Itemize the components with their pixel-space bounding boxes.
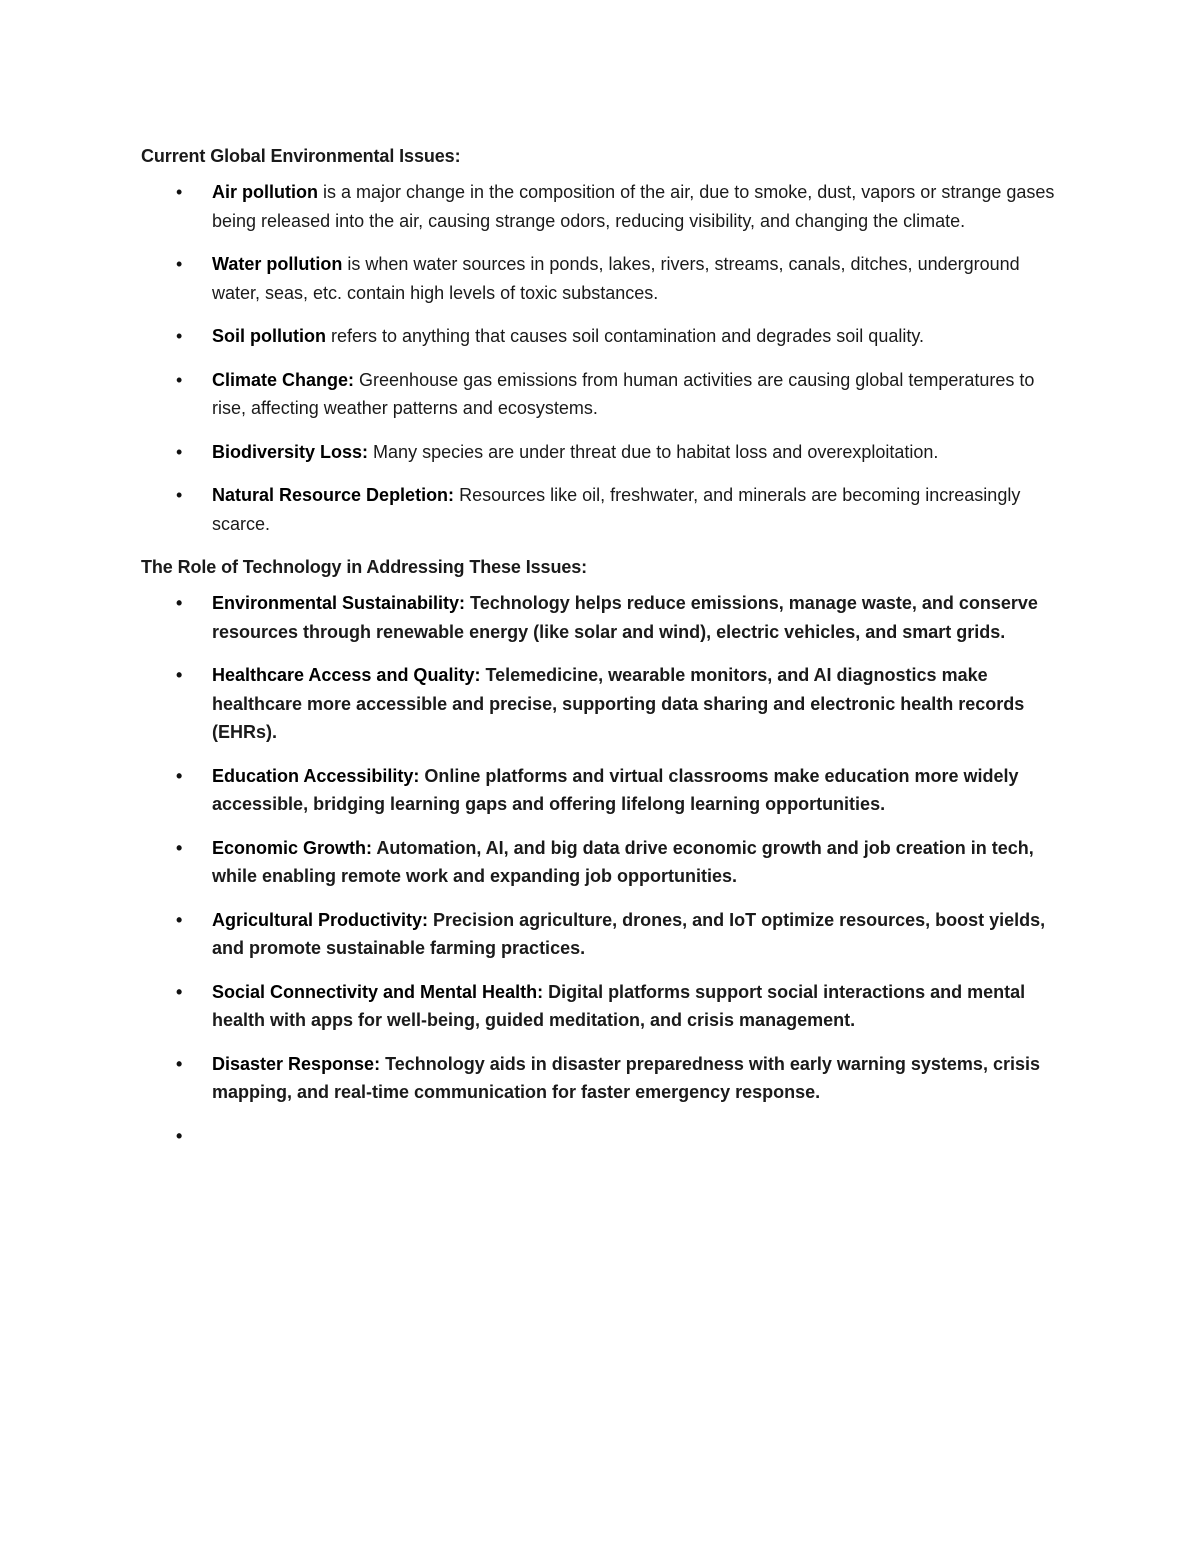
list-item-term: Water pollution [212,254,343,274]
list-item [141,589,1066,646]
list-item-text: Precision agriculture, drones, and IoT optimize resources, boost yields, and promote sustainable farming practices. [212,909,1046,958]
list-item [141,762,1066,819]
list-item [141,322,1066,351]
technology-role-list [141,589,1066,1150]
section-heading-environmental-issues: Current Global Environmental Issues: [141,146,461,166]
list-item-text: is a major change in the composition of the air, due to smoke, dust, vapors or strange gases being released into the air, causing strange odors, reducing visibility, and changing the climate. [212,182,1055,231]
list-item-term: Biodiversity Loss: [212,441,369,462]
list-item-text: Greenhouse gas emissions from human activities are causing global temperatures to rise, affecting weather patterns and ecosystems. [212,369,1035,418]
bullet-icon: • [176,665,183,685]
list-item-term: Social Connectivity and Mental Health: [212,981,544,1002]
bullet-icon: • [176,765,183,786]
bullet-icon: • [176,254,183,274]
list-item [141,366,1066,423]
bullet-icon: • [176,369,183,390]
list-item-term: Economic Growth: [212,837,373,858]
bullet-icon: • [176,441,183,462]
bullet-icon: • [176,485,183,505]
list-item [141,661,1066,747]
bullet-icon: • [176,182,183,202]
list-item-term: Education Accessibility: [212,765,420,786]
list-item-text: Many species are under threat due to habitat loss and overexploitation. [368,441,939,462]
list-item [141,978,1066,1035]
list-item-text: Technology aids in disaster preparedness with early warning systems, crisis mapping, and real-time communication for faster emergency response. [212,1053,1040,1102]
list-item-term: Natural Resource Depletion: [212,485,455,505]
bullet-icon: • [176,593,183,613]
section-heading-technology-role: The Role of Technology in Addressing These Issues: [141,557,588,577]
list-item-text: Online platforms and virtual classrooms make education more widely accessible, bridging learning gaps and offering lifelong learning opportunities. [212,765,1019,814]
list-item-text: refers to anything that causes soil contamination and degrades soil quality. [325,326,925,346]
bullet-icon: • [176,981,183,1002]
list-item-text: is when water sources in ponds, lakes, rivers, streams, canals, ditches, underground water, seas, etc. contain high levels of toxic substances. [212,254,1020,303]
list-item [141,1050,1066,1107]
bullet-icon: • [176,909,183,930]
list-item [141,834,1066,891]
list-item-text: Telemedicine, wearable monitors, and AI diagnostics make healthcare more accessible and precise, supporting data sharing and electronic health records (EHRs). [212,665,1025,742]
list-item [141,481,1066,538]
bullet-icon: • [176,1053,183,1074]
list-item-term: Agricultural Productivity: [212,909,429,930]
bullet-icon: • [176,837,183,858]
list-item-term: Soil pollution [212,326,326,346]
bullet-icon: • [176,1125,183,1146]
list-item [141,250,1066,307]
list-item-term: Climate Change: [212,369,355,390]
list-item-term: Air pollution [212,182,318,202]
document-body[interactable] [141,142,1066,1165]
bullet-icon: • [176,326,183,346]
list-item-term: Healthcare Access and Quality: [212,665,481,685]
list-item [141,438,1066,467]
list-item-text: Resources like oil, freshwater, and minerals are becoming increasingly scarce. [212,485,1021,534]
list-item [141,178,1066,235]
list-item-empty[interactable] [141,1122,1066,1151]
list-item-term: Environmental Sustainability: [212,593,466,613]
list-item-text: Automation, AI, and big data drive economic growth and job creation in tech, while enabling remote work and expanding job opportunities. [212,837,1034,886]
list-item [141,906,1066,963]
list-item-text: Digital platforms support social interactions and mental health with apps for well-being, guided meditation, and crisis management. [212,981,1026,1030]
list-item-term: Disaster Response: [212,1053,381,1074]
list-item-text: Technology helps reduce emissions, manage waste, and conserve resources through renewable energy (like solar and wind), electric vehicles, and smart grids. [212,593,1038,642]
environmental-issues-list [141,178,1066,538]
